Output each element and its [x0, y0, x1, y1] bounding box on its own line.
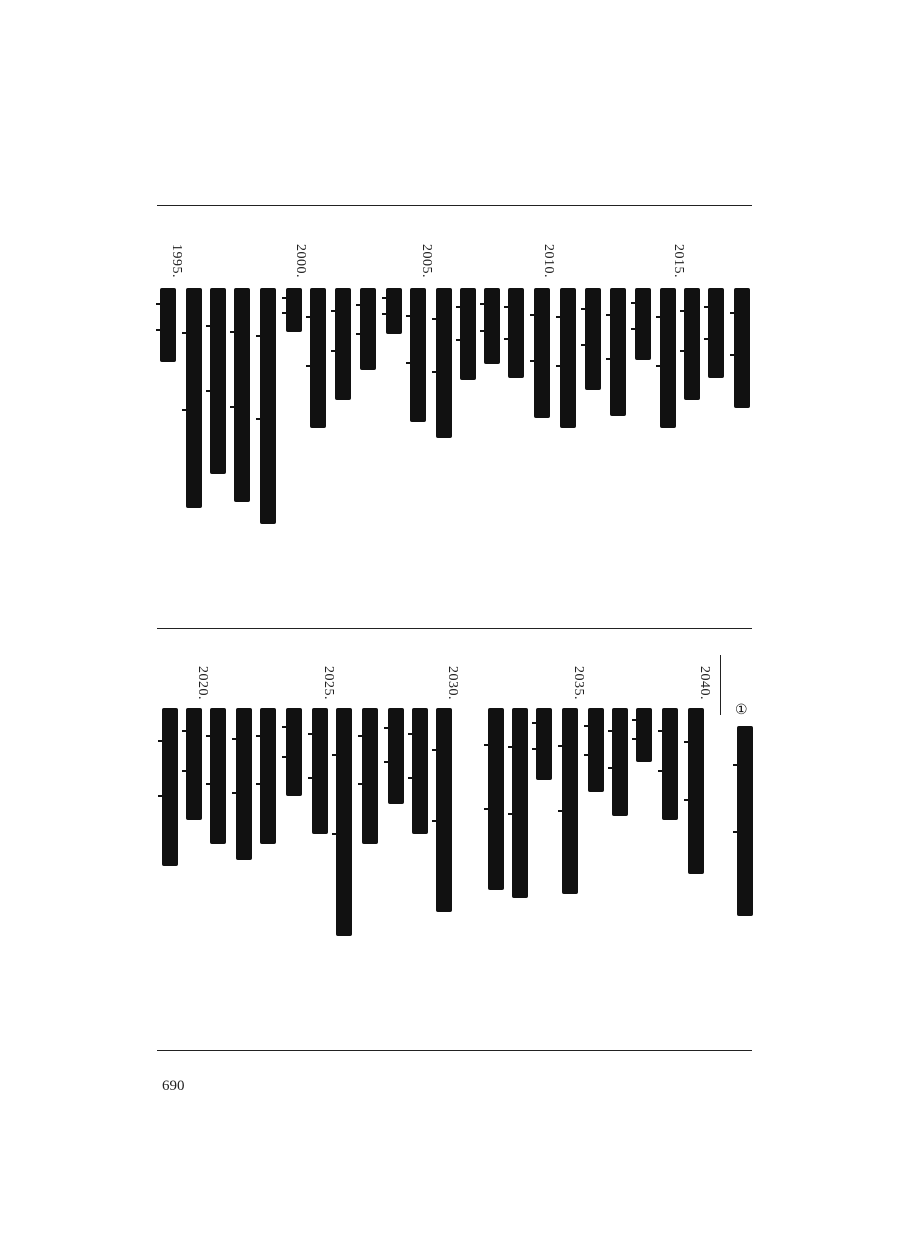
- line-number: 2030.: [445, 666, 460, 700]
- mongolian-script-line: [588, 708, 604, 792]
- mongolian-script-line: [737, 726, 753, 916]
- mongolian-script-line: [612, 708, 628, 816]
- line-number: 2020.: [195, 666, 210, 700]
- line-number: 2025.: [321, 666, 336, 700]
- mongolian-script-line: [412, 708, 428, 834]
- mongolian-script-line: [536, 708, 552, 780]
- mongolian-script-line: [236, 708, 252, 860]
- line-number: 2015.: [671, 244, 686, 278]
- mongolian-script-line: [534, 288, 550, 418]
- mongolian-script-line: [336, 708, 352, 936]
- mongolian-script-line: [436, 708, 452, 912]
- mongolian-script-line: [335, 288, 351, 400]
- top-rule: [157, 205, 752, 206]
- page-number: 690: [162, 1078, 185, 1094]
- mongolian-script-line: [610, 288, 626, 416]
- mongolian-script-line: [484, 288, 500, 364]
- mongolian-script-line: [662, 708, 678, 820]
- mongolian-script-line: [436, 288, 452, 438]
- mongolian-script-line: [560, 288, 576, 428]
- mongolian-script-line: [312, 708, 328, 834]
- mongolian-script-line: [210, 288, 226, 474]
- mongolian-script-line: [186, 288, 202, 508]
- line-number: 2005.: [419, 244, 434, 278]
- mongolian-script-line: [260, 288, 276, 524]
- mongolian-script-line: [186, 708, 202, 820]
- line-number: 2010.: [541, 244, 556, 278]
- mongolian-script-line: [636, 708, 652, 762]
- footnote-rule: [720, 655, 721, 715]
- mongolian-script-line: [362, 708, 378, 844]
- middle-rule: [157, 628, 752, 629]
- mongolian-script-line: [410, 288, 426, 422]
- mongolian-script-line: [360, 288, 376, 370]
- mongolian-script-line: [512, 708, 528, 898]
- mongolian-script-line: [585, 288, 601, 390]
- mongolian-script-line: [688, 708, 704, 874]
- line-number: 2000.: [293, 244, 308, 278]
- mongolian-script-line: [160, 288, 176, 362]
- mongolian-script-line: [210, 708, 226, 844]
- mongolian-script-line: [162, 708, 178, 866]
- mongolian-script-line: [708, 288, 724, 378]
- mongolian-script-line: [310, 288, 326, 428]
- mongolian-script-line: [734, 288, 750, 408]
- mongolian-script-line: [286, 288, 302, 332]
- mongolian-script-line: [635, 288, 651, 360]
- line-number: 1995.: [169, 244, 184, 278]
- mongolian-script-line: [286, 708, 302, 796]
- mongolian-script-line: [260, 708, 276, 844]
- bottom-rule: [157, 1050, 752, 1051]
- mongolian-script-line: [388, 708, 404, 804]
- mongolian-script-line: [460, 288, 476, 380]
- mongolian-script-line: [508, 288, 524, 378]
- line-number: 2035.: [571, 666, 586, 700]
- mongolian-script-line: [386, 288, 402, 334]
- line-number: 2040.: [697, 666, 712, 700]
- mongolian-script-line: [488, 708, 504, 890]
- mongolian-script-line: [684, 288, 700, 400]
- mongolian-script-line: [660, 288, 676, 428]
- mongolian-script-line: [234, 288, 250, 502]
- mongolian-script-line: [562, 708, 578, 894]
- footnote-marker: ①: [735, 702, 748, 718]
